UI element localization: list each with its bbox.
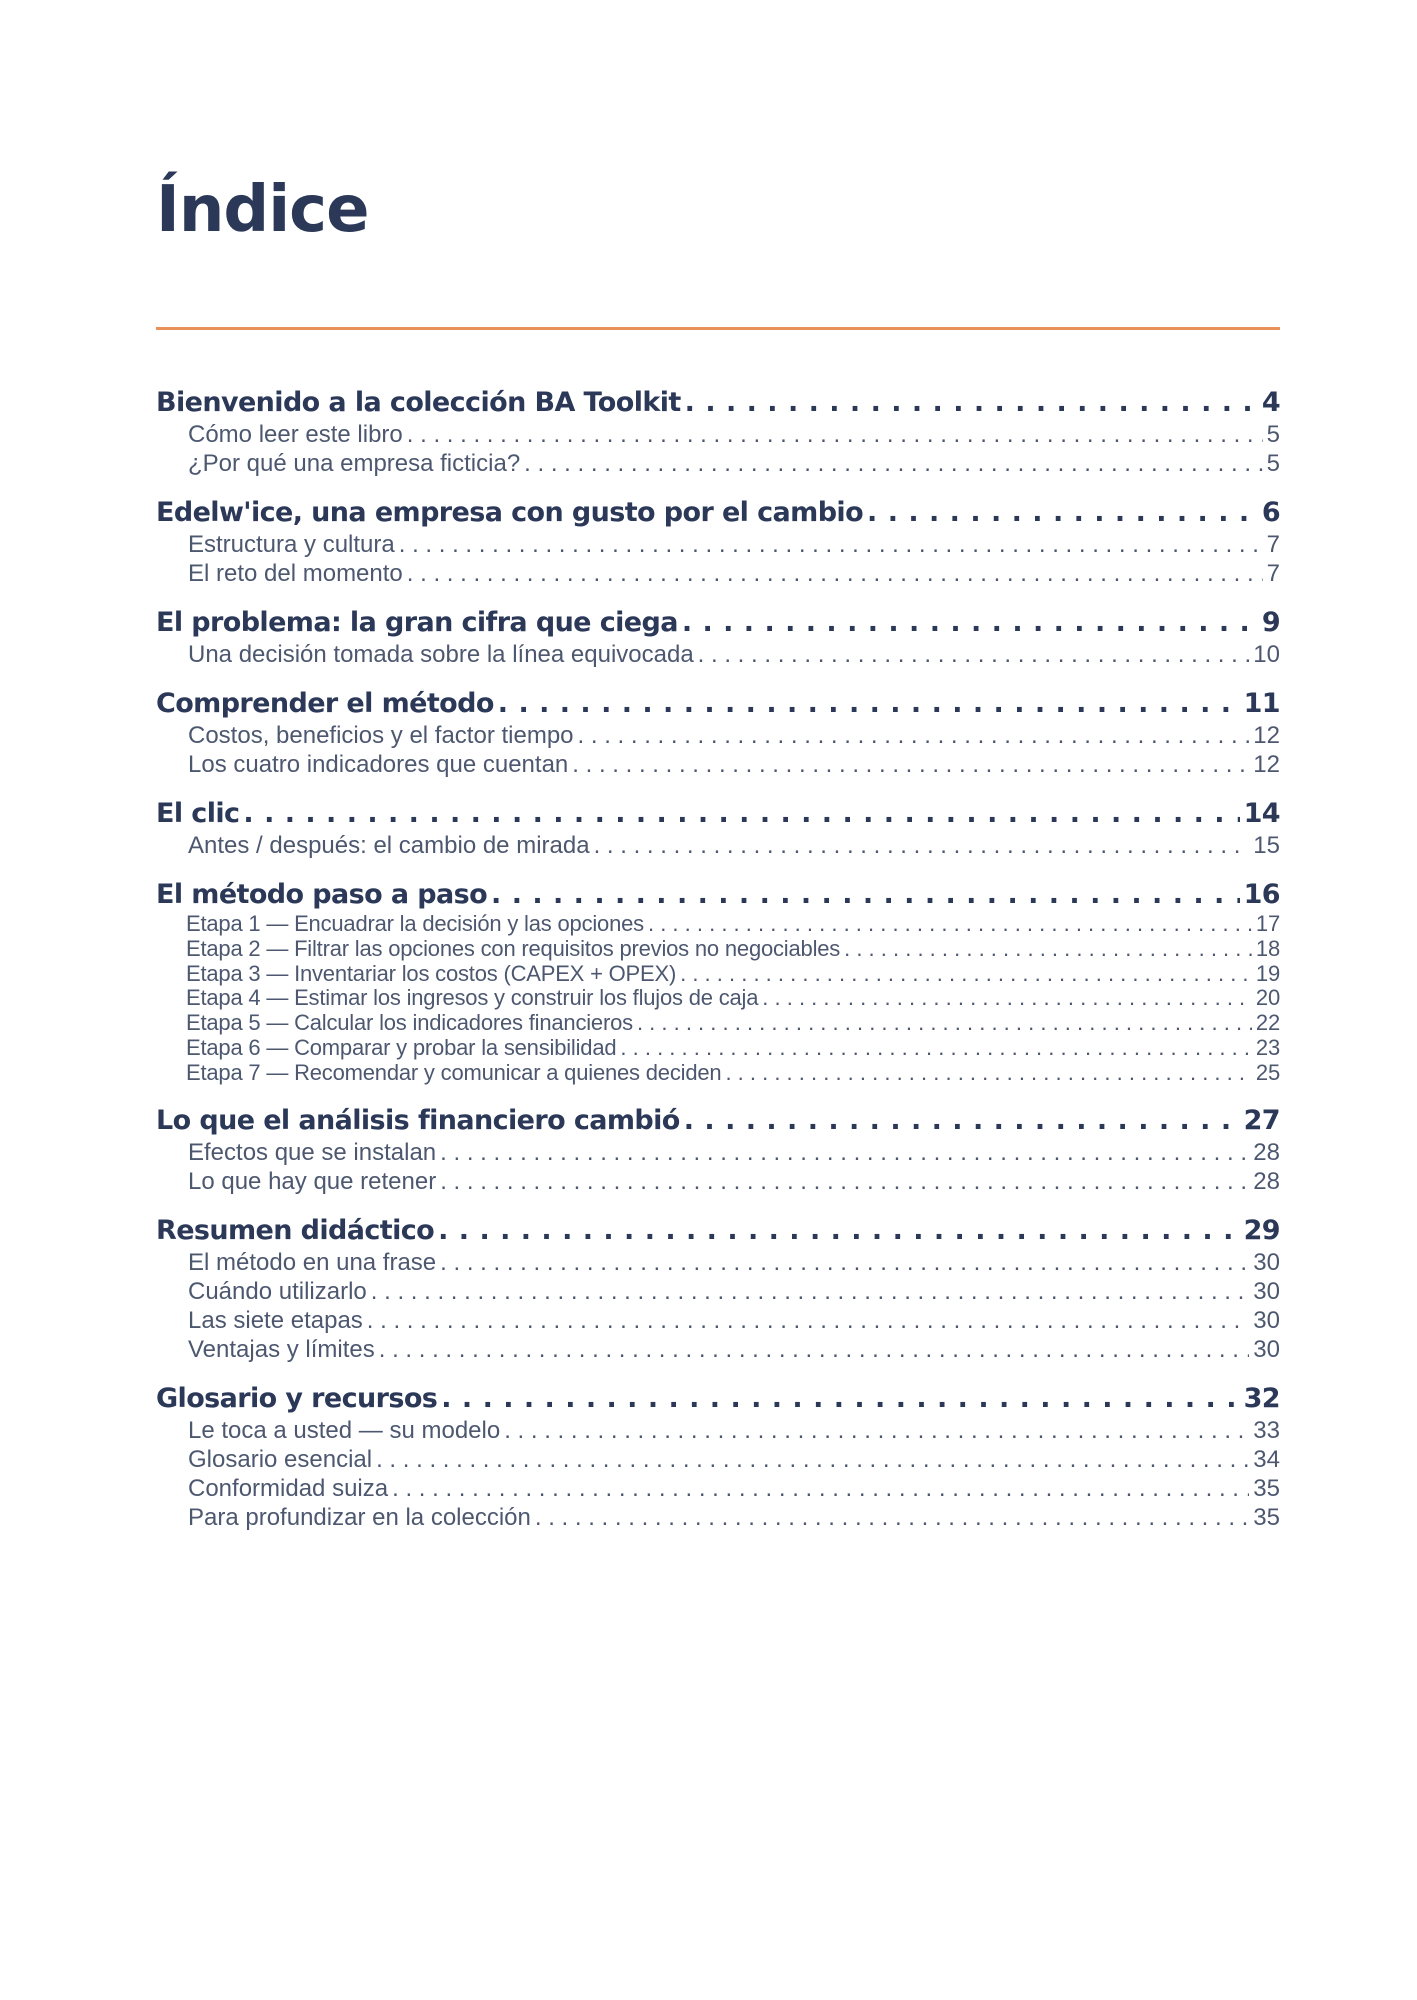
toc-subsection[interactable] <box>156 559 1280 588</box>
toc-chapter-page-number: 9 <box>1261 607 1280 638</box>
dot-leader <box>594 831 1250 860</box>
dot-leader <box>867 496 1258 530</box>
toc-subsection-title: Lo que hay que retener <box>188 1167 437 1195</box>
dot-leader <box>578 721 1250 750</box>
toc-subsection[interactable] <box>156 937 1280 962</box>
toc-subsection-page-number: 35 <box>1253 1474 1280 1502</box>
toc-chapter-title: Lo que el análisis financiero cambió <box>156 1104 680 1136</box>
toc-chapter[interactable] <box>156 797 1280 831</box>
toc-subsection-page-number: 17 <box>1255 911 1280 936</box>
toc-subsection-page-number: 22 <box>1255 1010 1280 1036</box>
toc-section <box>156 878 1280 1086</box>
dot-leader <box>440 1138 1249 1167</box>
toc-subsection[interactable] <box>156 1416 1280 1445</box>
toc-subsection-title: Ventajas y límites <box>188 1335 375 1363</box>
toc-subsection[interactable] <box>156 530 1280 559</box>
toc-subsection-title: Glosario esencial <box>188 1445 373 1473</box>
dot-leader <box>844 937 1252 962</box>
toc-subsection-title: Cuándo utilizarlo <box>188 1277 367 1305</box>
toc-chapter[interactable] <box>156 1104 1280 1138</box>
dot-leader <box>440 1248 1249 1277</box>
toc-subsection-title: Etapa 1 — Encuadrar la decisión y las opciones <box>186 911 644 936</box>
dot-leader <box>725 1061 1251 1086</box>
toc-subsection-title: El método en una frase <box>188 1248 437 1276</box>
toc-chapter-page-number: 27 <box>1243 1104 1280 1136</box>
toc-chapter-title: Bienvenido a la colección BA Toolkit <box>156 387 681 418</box>
dot-leader <box>684 1104 1240 1138</box>
toc-subsection-page-number: 28 <box>1253 1138 1280 1166</box>
toc-subsection[interactable] <box>156 721 1280 750</box>
toc-subsection-page-number: 30 <box>1253 1248 1280 1276</box>
toc-subsection[interactable] <box>156 1445 1280 1474</box>
dot-leader <box>620 1036 1252 1061</box>
toc-subsection-title: Etapa 3 — Inventariar los costos (CAPEX + OPEX) <box>186 960 677 986</box>
toc-subsection-page-number: 20 <box>1255 985 1280 1011</box>
toc-chapter-page-number: 4 <box>1261 387 1280 418</box>
toc-subsection-page-number: 18 <box>1255 935 1280 961</box>
toc-subsection-title: Una decisión tomada sobre la línea equivocada <box>188 641 694 668</box>
toc-subsection-title: El reto del momento <box>188 560 403 587</box>
toc-subsection-title: ¿Por qué una empresa ficticia? <box>188 450 521 477</box>
toc-subsection[interactable] <box>156 1503 1280 1532</box>
toc-chapter-title: Comprender el método <box>156 688 494 719</box>
toc-subsection-page-number: 5 <box>1266 421 1280 448</box>
dot-leader <box>376 1445 1249 1474</box>
toc-subsection-page-number: 12 <box>1253 751 1280 778</box>
dot-leader <box>243 797 1239 831</box>
toc-section <box>156 797 1280 860</box>
dot-leader <box>438 1214 1240 1248</box>
dot-leader <box>491 878 1240 912</box>
toc-chapter[interactable] <box>156 878 1280 912</box>
toc-subsection[interactable] <box>156 449 1280 478</box>
dot-leader <box>504 1416 1249 1445</box>
dot-leader <box>392 1474 1249 1503</box>
toc-subsection[interactable] <box>156 420 1280 449</box>
toc-subsection[interactable] <box>156 1474 1280 1503</box>
toc-subsection[interactable] <box>156 1061 1280 1086</box>
toc-chapter-title: El problema: la gran cifra que ciega <box>156 607 678 638</box>
toc-section <box>156 386 1280 478</box>
toc-chapter[interactable] <box>156 496 1280 530</box>
page-title: Índice <box>156 173 369 247</box>
toc-chapter-page-number: 29 <box>1243 1214 1280 1246</box>
toc-subsection-title: Etapa 6 — Comparar y probar la sensibilidad <box>186 1034 617 1060</box>
dot-leader <box>524 449 1262 478</box>
toc-subsection-title: Etapa 5 — Calcular los indicadores financieros <box>186 1010 633 1036</box>
toc-subsection-title: Conformidad suiza <box>188 1474 389 1502</box>
toc-chapter-title: Glosario y recursos <box>156 1382 438 1414</box>
dot-leader <box>407 559 1263 588</box>
dot-leader <box>440 1167 1249 1196</box>
dot-leader <box>762 986 1252 1011</box>
toc-subsection-page-number: 30 <box>1253 1277 1280 1305</box>
toc-subsection-page-number: 30 <box>1253 1335 1280 1363</box>
toc-chapter-page-number: 14 <box>1243 798 1280 829</box>
toc-subsection[interactable] <box>156 912 1280 937</box>
toc-chapter-page-number: 32 <box>1243 1382 1280 1414</box>
dot-leader <box>441 1382 1239 1416</box>
table-of-contents <box>156 386 1280 1550</box>
dot-leader <box>498 687 1240 721</box>
toc-subsection[interactable] <box>156 1167 1280 1196</box>
toc-subsection-page-number: 34 <box>1253 1445 1280 1473</box>
toc-subsection-page-number: 25 <box>1255 1059 1280 1085</box>
dot-leader <box>682 606 1258 640</box>
toc-subsection-page-number: 33 <box>1253 1416 1280 1444</box>
toc-chapter-page-number: 11 <box>1243 688 1280 719</box>
dot-leader <box>399 530 1263 559</box>
toc-section <box>156 687 1280 779</box>
toc-subsection-title: Para profundizar en la colección <box>188 1503 531 1531</box>
toc-subsection-page-number: 7 <box>1266 531 1280 558</box>
toc-subsection-page-number: 23 <box>1255 1034 1280 1060</box>
toc-section <box>156 1382 1280 1532</box>
toc-subsection-title: Le toca a usted — su modelo <box>188 1416 501 1444</box>
toc-subsection-page-number: 10 <box>1253 641 1280 668</box>
toc-chapter[interactable] <box>156 1214 1280 1248</box>
toc-subsection[interactable] <box>156 962 1280 987</box>
dot-leader <box>535 1503 1249 1532</box>
toc-subsection-page-number: 5 <box>1266 450 1280 477</box>
toc-subsection-page-number: 35 <box>1253 1503 1280 1531</box>
toc-subsection[interactable] <box>156 750 1280 779</box>
toc-section <box>156 1104 1280 1196</box>
toc-chapter[interactable] <box>156 606 1280 640</box>
toc-chapter-title: Resumen didáctico <box>156 1214 435 1246</box>
dot-leader <box>648 912 1252 937</box>
dot-leader <box>379 1335 1250 1364</box>
toc-section <box>156 606 1280 669</box>
toc-subsection-title: Cómo leer este libro <box>188 421 403 448</box>
toc-section <box>156 496 1280 588</box>
dot-leader <box>367 1306 1250 1335</box>
toc-subsection-title: Etapa 4 — Estimar los ingresos y construir los flujos de caja <box>186 985 759 1011</box>
toc-subsection[interactable] <box>156 1011 1280 1036</box>
toc-subsection[interactable] <box>156 1335 1280 1364</box>
toc-subsection[interactable] <box>156 831 1280 860</box>
dot-leader <box>407 420 1263 449</box>
toc-subsection-page-number: 28 <box>1253 1167 1280 1195</box>
toc-chapter-page-number: 16 <box>1243 879 1280 910</box>
toc-subsection-title: Etapa 2 — Filtrar las opciones con requisitos previos no negociables <box>186 935 841 961</box>
toc-chapter[interactable] <box>156 687 1280 721</box>
dot-leader <box>680 962 1252 987</box>
dot-leader <box>572 750 1249 779</box>
toc-subsection[interactable] <box>156 986 1280 1011</box>
title-divider <box>156 327 1280 330</box>
toc-chapter[interactable] <box>156 1382 1280 1416</box>
toc-chapter-page-number: 6 <box>1261 497 1280 528</box>
toc-subsection-title: Los cuatro indicadores que cuentan <box>188 751 569 778</box>
dot-leader <box>685 386 1258 420</box>
toc-subsection-title: Efectos que se instalan <box>188 1138 437 1166</box>
toc-chapter-title: El método paso a paso <box>156 879 488 910</box>
toc-subsection-title: Las siete etapas <box>188 1306 363 1334</box>
toc-subsection[interactable] <box>156 640 1280 669</box>
dot-leader <box>637 1011 1252 1036</box>
toc-subsection-title: Etapa 7 — Recomendar y comunicar a quienes deciden <box>186 1059 722 1085</box>
toc-subsection-page-number: 15 <box>1253 832 1280 859</box>
toc-subsection-title: Estructura y cultura <box>188 531 395 558</box>
toc-subsection-page-number: 19 <box>1255 960 1280 986</box>
dot-leader <box>698 640 1250 669</box>
toc-chapter-title: El clic <box>156 798 240 829</box>
toc-section <box>156 1214 1280 1364</box>
dot-leader <box>371 1277 1250 1306</box>
toc-subsection[interactable] <box>156 1036 1280 1061</box>
toc-chapter-title: Edelw'ice, una empresa con gusto por el cambio <box>156 497 864 528</box>
toc-subsection-page-number: 30 <box>1253 1306 1280 1334</box>
toc-chapter[interactable] <box>156 386 1280 420</box>
toc-subsection[interactable] <box>156 1138 1280 1167</box>
toc-subsection-title: Antes / después: el cambio de mirada <box>188 832 590 859</box>
toc-subsection[interactable] <box>156 1248 1280 1277</box>
toc-subsection-title: Costos, beneficios y el factor tiempo <box>188 722 574 749</box>
toc-subsection-page-number: 7 <box>1266 560 1280 587</box>
toc-subsection-page-number: 12 <box>1253 722 1280 749</box>
toc-subsection[interactable] <box>156 1277 1280 1306</box>
toc-subsection[interactable] <box>156 1306 1280 1335</box>
